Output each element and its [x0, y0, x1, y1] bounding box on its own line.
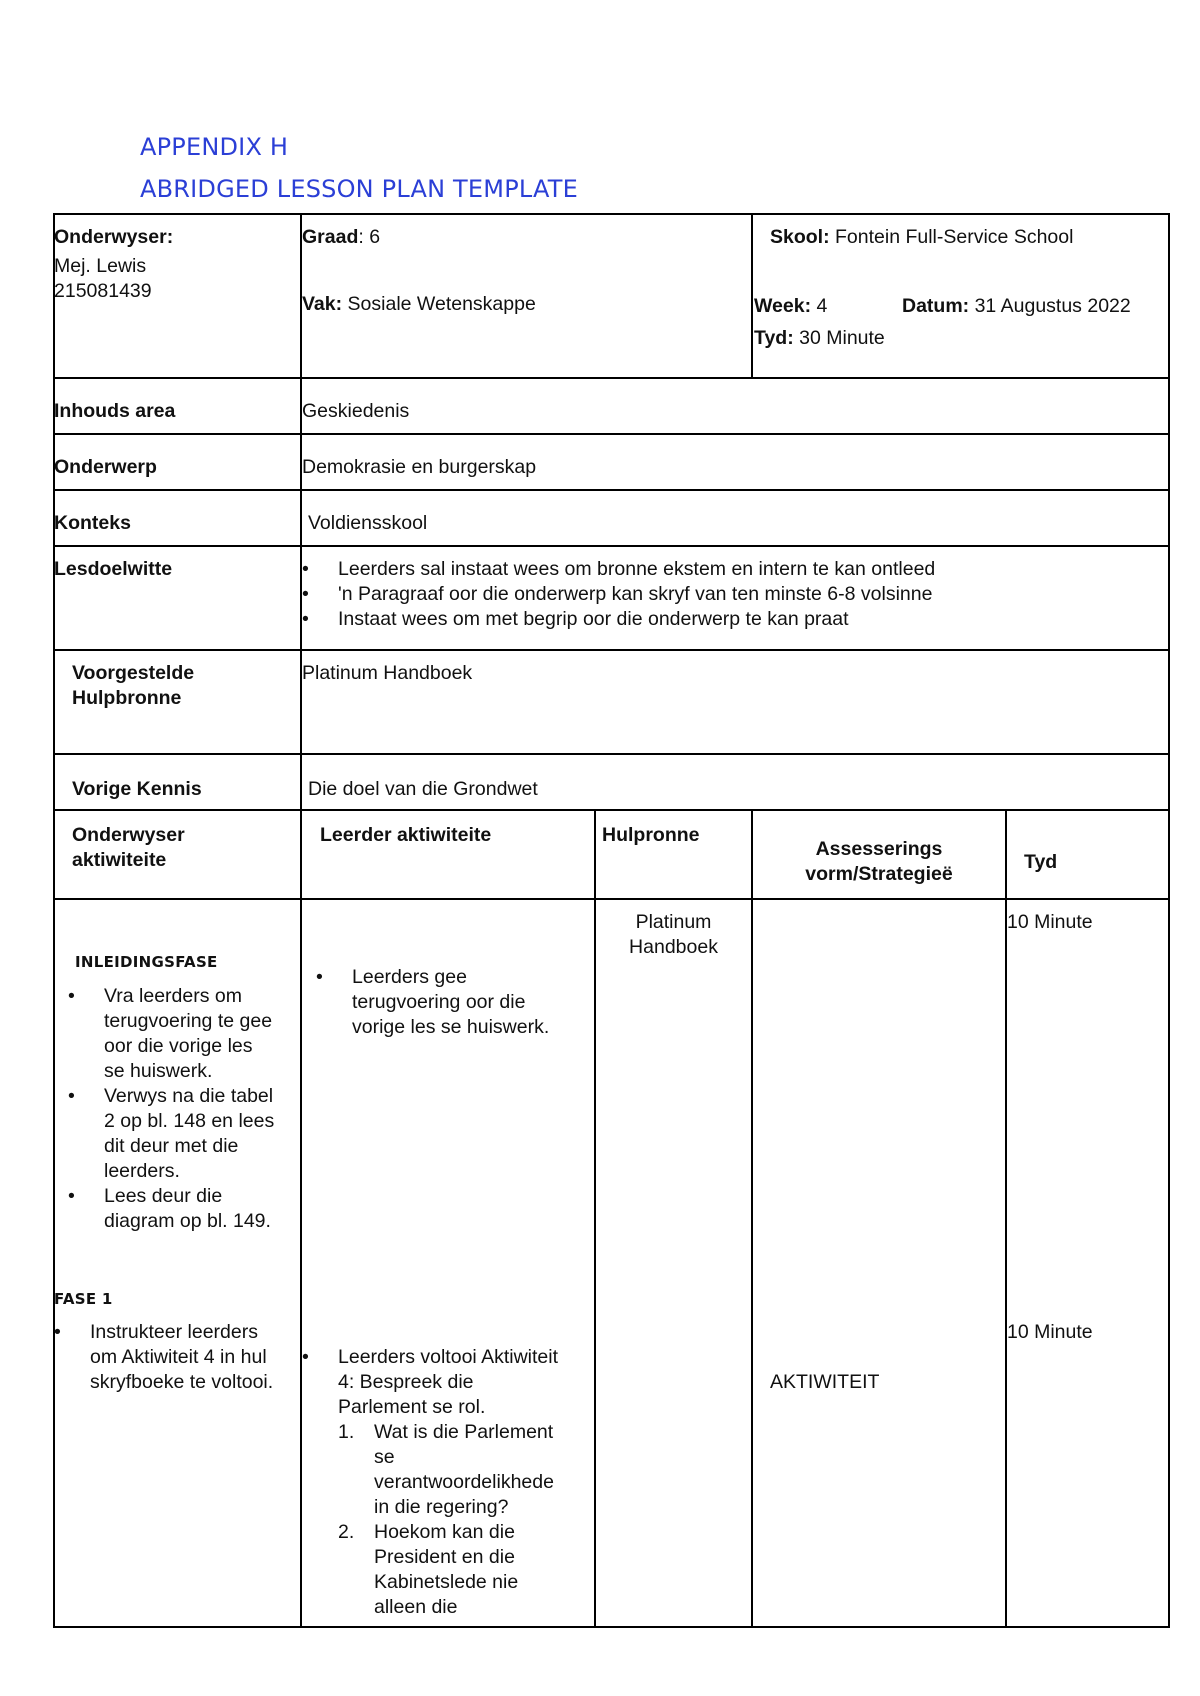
- table-border-top: [53, 213, 1170, 215]
- objective-item: • Leerders sal instaat wees om bronne ekstem en intern te kan ontleed: [302, 558, 936, 580]
- bullet-icon: •: [302, 608, 309, 630]
- objective-item: • Instaat wees om met begrip oor die onderwerp te kan praat: [302, 608, 849, 630]
- grade-label: Graad: [302, 226, 359, 248]
- teacher-activity-item: • Lees deur die diagram op bl. 149.: [68, 1185, 271, 1232]
- col-header-assessment: Assesserings vorm/Strategieë: [805, 838, 953, 885]
- objective-item: • 'n Paragraaf oor die onderwerp kan skryf van ten minste 6-8 volsinne: [302, 583, 933, 605]
- intro-resources: Platinum Handboek: [629, 911, 718, 958]
- objectives-list: [302, 557, 1162, 632]
- appendix-heading: APPENDIX H: [140, 133, 289, 161]
- resources-label: Voorgestelde Hulpbronne: [72, 662, 195, 709]
- content-area-value: Geskiedenis: [302, 400, 410, 422]
- phase1-heading: FASE 1: [54, 1290, 113, 1308]
- template-title: ABRIDGED LESSON PLAN TEMPLATE: [140, 175, 578, 203]
- intro-teacher-list: [64, 984, 300, 1234]
- date-label: Datum:: [902, 295, 970, 317]
- teacher-label: Onderwyser:: [54, 226, 174, 248]
- row-divider: [53, 898, 1170, 900]
- objectives-label: Lesdoelwitte: [54, 558, 173, 580]
- resources-value: Platinum Handboek: [302, 662, 473, 684]
- teacher-activity-item: • Vra leerders om terugvoering te gee oor die vorige les se huiswerk.: [68, 985, 273, 1082]
- row-divider: [53, 649, 1170, 651]
- bullet-icon: •: [68, 985, 75, 1007]
- context-label: Konteks: [54, 512, 131, 534]
- col-header-learner: Leerder aktiwiteite: [320, 824, 492, 846]
- bullet-icon: •: [302, 583, 309, 605]
- row-divider: [53, 433, 1170, 435]
- school-label: Skool:: [770, 226, 830, 248]
- week-label: Week:: [754, 295, 812, 317]
- time-label: Tyd:: [754, 327, 794, 349]
- intro-time: 10 Minute: [1007, 911, 1093, 933]
- table-border-right: [1168, 213, 1170, 1628]
- intro-learner-list: [312, 965, 592, 1040]
- teacher-activity-item: • Verwys na die tabel 2 op bl. 148 en lees dit deur met die leerders.: [68, 1085, 275, 1182]
- school-week-cell: [754, 225, 1166, 351]
- prior-knowledge-label: Vorige Kennis: [72, 778, 202, 800]
- table-border-left: [53, 213, 55, 1628]
- subject-line: [302, 292, 748, 317]
- row-divider: [53, 377, 1170, 379]
- row-divider: [53, 489, 1170, 491]
- bullet-icon: •: [68, 1085, 75, 1107]
- question-item: 2. Hoekom kan die President en die Kabinetslede nie alleen die: [338, 1521, 519, 1618]
- grade-subject-cell: [302, 225, 748, 317]
- phase1-learner-list: [302, 1345, 594, 1620]
- column-divider: [751, 809, 753, 1628]
- week-line: [754, 294, 1166, 319]
- topic-label: Onderwerp: [54, 456, 157, 478]
- teacher-name: Mej. Lewis: [54, 255, 147, 277]
- bullet-icon: •: [54, 1321, 61, 1343]
- subject-value: Sosiale Wetenskappe: [342, 293, 536, 315]
- topic-value: Demokrasie en burgerskap: [302, 456, 537, 478]
- phase1-teacher-list: [54, 1320, 300, 1395]
- prior-knowledge-value: Die doel van die Grondwet: [308, 778, 538, 800]
- row-divider: [53, 545, 1170, 547]
- content-area-label: Inhouds area: [54, 400, 176, 422]
- table-border-bottom: [53, 1626, 1170, 1628]
- grade-line: [302, 225, 748, 250]
- column-divider: [751, 213, 753, 379]
- intro-phase-heading: INLEIDINGSFASE: [75, 953, 218, 971]
- phase1-assessment: AKTIWITEIT: [770, 1371, 880, 1393]
- time-line: [754, 326, 1166, 351]
- learner-activity-item: • Leerders gee terugvoering oor die vorige les se huiswerk.: [316, 966, 550, 1038]
- bullet-icon: •: [68, 1185, 75, 1207]
- teacher-number: 215081439: [54, 280, 152, 302]
- school-line: [754, 225, 1166, 250]
- learner-activity-item: • Leerders voltooi Aktiwiteit 4: Bespreek die Parlement se rol.: [302, 1346, 559, 1418]
- time-value: 30 Minute: [793, 327, 885, 349]
- col-header-time: Tyd: [1024, 851, 1058, 873]
- subject-label: Vak:: [302, 293, 343, 315]
- phase1-time: 10 Minute: [1007, 1321, 1093, 1343]
- bullet-icon: •: [302, 1346, 309, 1368]
- date-value: 31 Augustus 2022: [969, 295, 1131, 317]
- col-header-resources: Hulpronne: [602, 824, 700, 846]
- question-item: 1. Wat is die Parlement se verantwoordelikhede in die regering?: [338, 1421, 554, 1518]
- teacher-activity-item: • Instrukteer leerders om Aktiwiteit 4 in hul skryfboeke te voltooi.: [54, 1321, 274, 1393]
- context-value: Voldiensskool: [308, 512, 428, 534]
- bullet-icon: •: [316, 966, 323, 988]
- question-number: 1.: [338, 1421, 355, 1443]
- bullet-icon: •: [302, 558, 309, 580]
- row-divider: [53, 809, 1170, 811]
- school-value: Fontein Full-Service School: [829, 226, 1074, 248]
- teacher-cell: [54, 225, 298, 304]
- col-header-teacher: Onderwyser aktiwiteite: [72, 824, 185, 871]
- week-value: 4: [811, 295, 828, 317]
- row-divider: [53, 753, 1170, 755]
- question-number: 2.: [338, 1521, 355, 1543]
- grade-value: : 6: [358, 226, 381, 248]
